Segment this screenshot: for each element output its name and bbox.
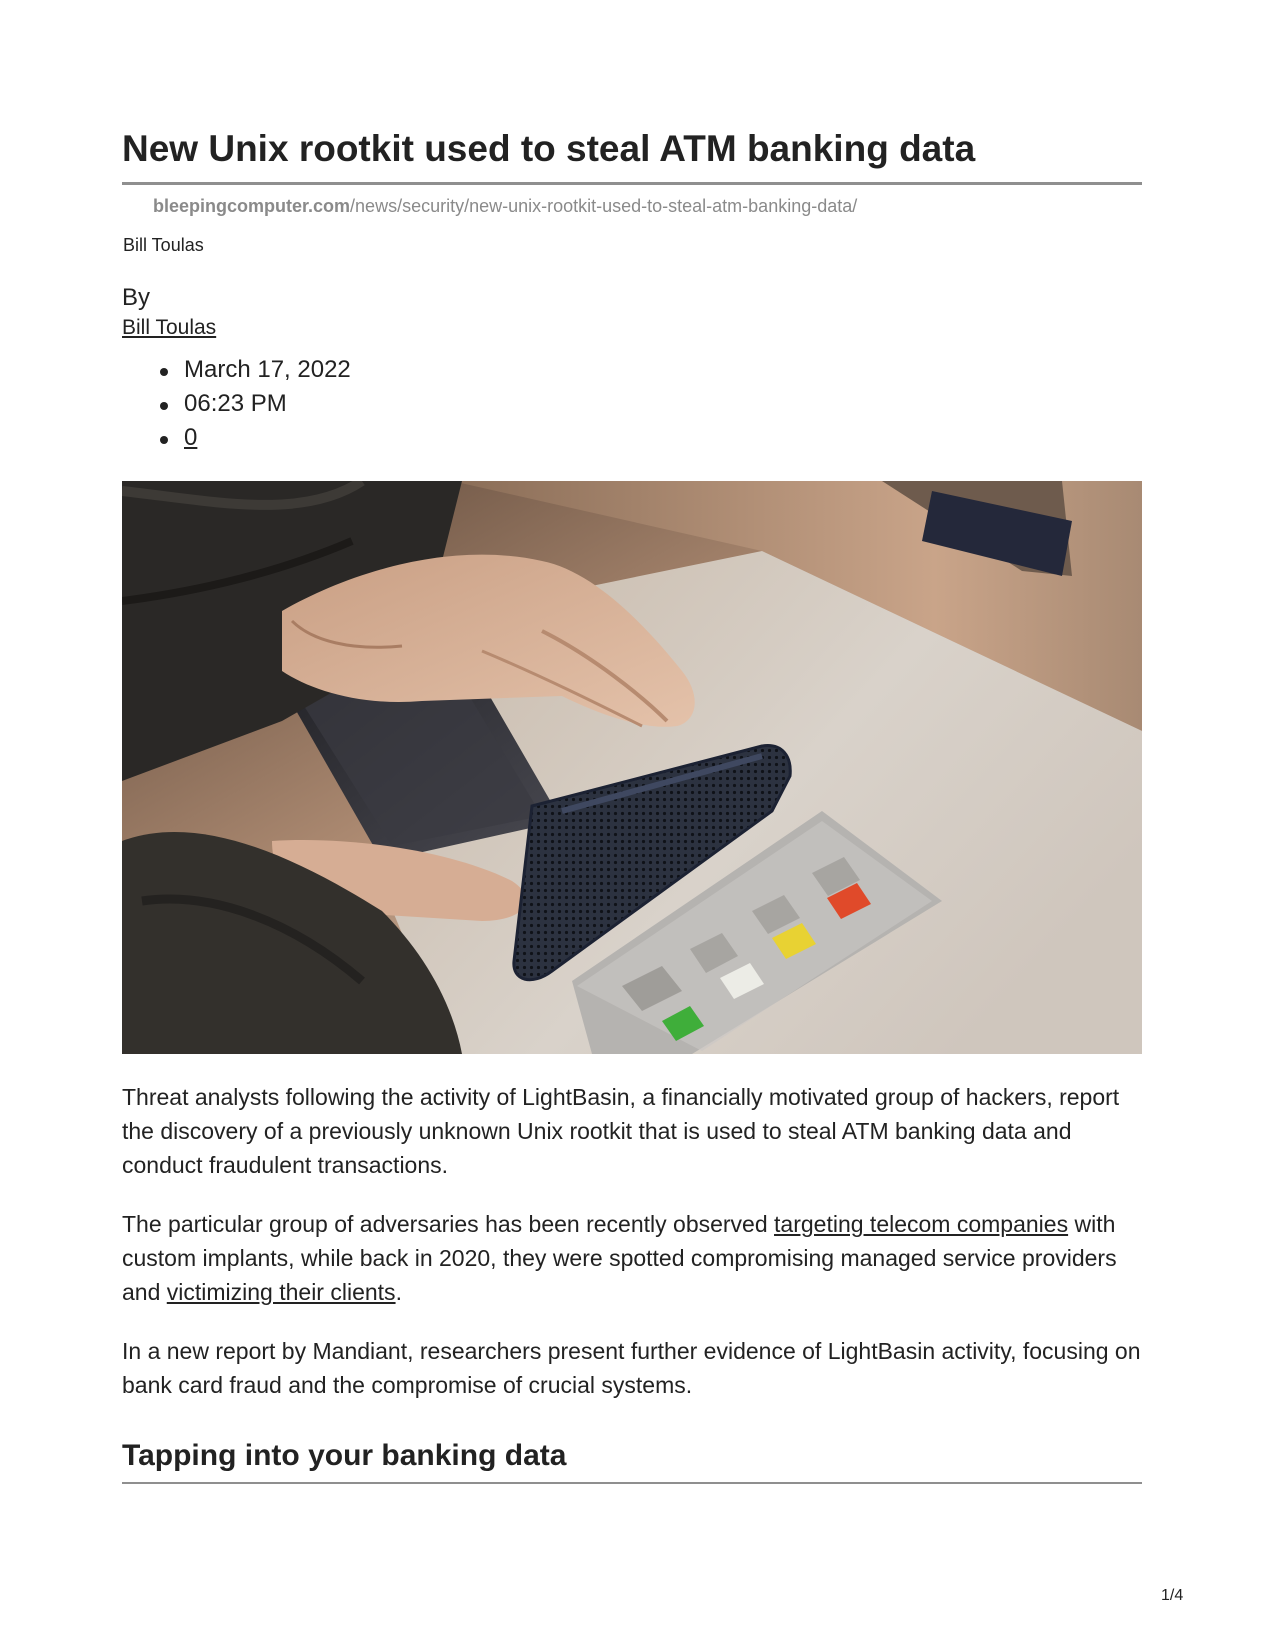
source-url — [153, 195, 857, 217]
meta-time — [122, 387, 351, 421]
meta-comments — [122, 421, 351, 455]
atm-keypad-photo — [122, 481, 1142, 1054]
title-divider — [122, 182, 1142, 185]
paragraph-intro: Threat analysts following the activity of LightBasin, a financially motivated group of hackers, report the discovery of a previously unknown Unix rootkit that is used to steal ATM banking data and conduct fraudulent transactions. — [122, 1084, 1120, 1178]
meta-date — [122, 353, 351, 387]
publish-date: March 17, 2022 — [184, 356, 351, 383]
paragraph-2-text-a: The particular group of adversaries has been recently observed — [122, 1211, 775, 1237]
paragraph-2-text-b: with custom implants, while back in 2020, they were spotted compromising managed service providers and — [122, 1211, 1117, 1305]
source-path: /news/security/new-unix-rootkit-used-to-steal-atm-banking-data/ — [350, 196, 858, 216]
article-meta-list — [122, 353, 351, 455]
comments-count-link[interactable]: 0 — [184, 424, 198, 451]
author-link[interactable]: Bill Toulas — [122, 316, 217, 339]
article-title: New Unix rootkit used to steal ATM banking data — [122, 128, 976, 169]
section-divider — [122, 1482, 1142, 1484]
paragraph-mandiant: In a new report by Mandiant, researchers present further evidence of LightBasin activity, focusing on bank card fraud and the compromise of crucial systems. — [122, 1338, 1141, 1398]
page-number: 1/4 — [1161, 1587, 1184, 1604]
link-targeting-telecom[interactable]: targeting telecom companies — [774, 1211, 1069, 1237]
paragraph-2-text-c: . — [395, 1279, 402, 1305]
link-victimizing-clients[interactable]: victimizing their clients — [166, 1279, 396, 1305]
publish-time: 06:23 PM — [184, 390, 287, 417]
section-heading: Tapping into your banking data — [122, 1439, 567, 1472]
by-label: By — [122, 284, 151, 311]
source-domain: bleepingcomputer.com — [153, 196, 351, 216]
byline-author: Bill Toulas — [123, 235, 204, 255]
paragraph-background — [122, 1207, 1142, 1309]
